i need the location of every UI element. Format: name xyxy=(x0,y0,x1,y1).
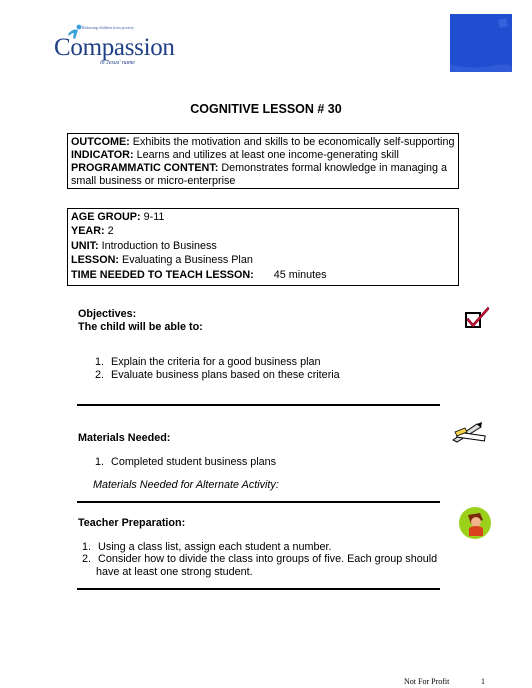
list-item-continued: have at least one strong student. xyxy=(96,566,253,578)
list-item xyxy=(95,356,320,368)
list-text: Evaluate business plans based on these criteria xyxy=(111,369,340,381)
brand-square xyxy=(450,14,512,72)
unit-row xyxy=(71,240,217,252)
alternate-materials-label: Materials Needed for Alternate Activity: xyxy=(93,479,279,491)
compassion-logo xyxy=(52,24,175,68)
outcome-row xyxy=(71,136,454,148)
page-title: COGNITIVE LESSON # 30 xyxy=(190,102,342,116)
lesson-row xyxy=(71,254,253,266)
teacher-prep-title: Teacher Preparation: xyxy=(78,517,186,529)
footer-label: Not For Profit xyxy=(404,677,450,686)
content-row xyxy=(71,162,447,174)
list-item xyxy=(82,541,331,553)
time-row xyxy=(71,269,327,281)
content-label: PROGRAMMATIC CONTENT: xyxy=(71,162,219,174)
list-item xyxy=(95,456,276,468)
list-item xyxy=(82,553,437,565)
logo-wordmark: Compassion xyxy=(54,34,175,61)
section-divider xyxy=(77,404,440,406)
lesson-value: Evaluating a Business Plan xyxy=(122,254,253,266)
age-row xyxy=(71,211,164,223)
year-label: YEAR: xyxy=(71,225,105,237)
indicator-row xyxy=(71,149,399,161)
teacher-apple-icon xyxy=(458,506,492,540)
year-value: 2 xyxy=(107,225,114,237)
time-value: 45 minutes xyxy=(273,269,327,281)
year-row xyxy=(71,225,114,237)
objectives-title: Objectives: xyxy=(78,308,137,320)
lesson-info-box xyxy=(67,208,459,286)
section-divider xyxy=(77,588,440,590)
age-value: 9-11 xyxy=(143,211,165,223)
list-number: 1. xyxy=(95,356,105,368)
logo-subtitle: in Jesus' name xyxy=(100,60,135,66)
list-text: Consider how to divide the class into groups of five. Each group should xyxy=(98,553,438,565)
section-divider xyxy=(77,501,440,503)
list-number: 2. xyxy=(82,553,92,565)
outcome-label: OUTCOME: xyxy=(71,136,130,148)
lesson-label: LESSON: xyxy=(71,254,119,266)
list-number: 2. xyxy=(95,369,105,381)
materials-title: Materials Needed: xyxy=(78,432,171,444)
checkbox-icon xyxy=(464,305,490,329)
content-text: Demonstrates formal knowledge in managing a xyxy=(221,162,448,174)
objectives-subtitle: The child will be able to: xyxy=(78,321,203,333)
age-label: AGE GROUP: xyxy=(71,211,141,223)
outcome-text: Exhibits the motivation and skills to be economically self-supporting xyxy=(132,136,455,148)
pencil-ruler-icon xyxy=(451,420,487,444)
unit-value: Introduction to Business xyxy=(101,240,217,252)
indicator-text: Learns and utilizes at least one income-generating skill xyxy=(136,149,399,161)
list-number: 1. xyxy=(95,456,105,468)
list-text: Explain the criteria for a good business plan xyxy=(111,356,321,368)
outcome-box xyxy=(67,133,459,189)
list-text: Using a class list, assign each student a number. xyxy=(98,541,332,553)
content-row-2 xyxy=(71,175,235,187)
logo-tagline: Releasing children from poverty xyxy=(82,25,134,30)
unit-label: UNIT: xyxy=(71,240,99,252)
list-number: 1. xyxy=(82,541,92,553)
list-text: Completed student business plans xyxy=(111,456,277,468)
page-number: 1 xyxy=(481,677,485,686)
list-item xyxy=(95,369,340,381)
indicator-label: INDICATOR: xyxy=(71,149,134,161)
content-text-2: small business or micro-enterprise xyxy=(71,175,236,187)
time-label: TIME NEEDED TO TEACH LESSON: xyxy=(71,269,254,281)
